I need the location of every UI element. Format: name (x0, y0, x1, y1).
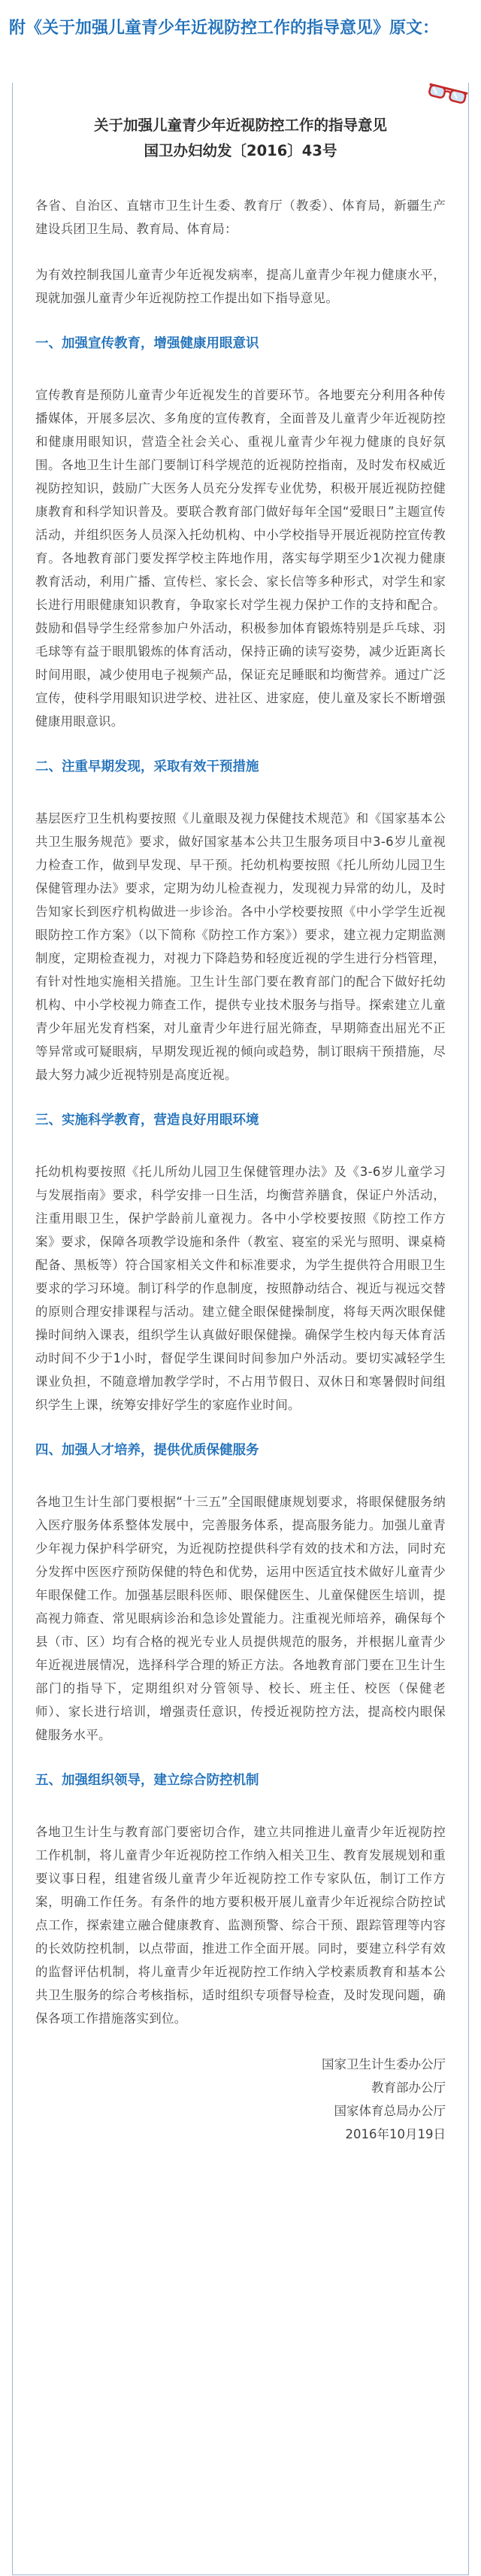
signatory-1: 国家卫生计生委办公厅 (322, 2057, 446, 2071)
section-text-1: 宣传教育是预防儿童青少年近视发生的首要环节。各地要充分利用各种传播媒体，开展多层次、多角度的宣传教育，全面普及儿童青少年近视防控和健康用眼知识，营造全社会关心、重视儿童青少年视力健康的良好氛围。各地卫生计生部门要制订科学规范的近视防控指南，及时发布权威近视防控知识，鼓励广大医务人员充分发挥专业优势，积极开展近视防控健康教育和科学知识普及。要联合教育部门做好每年全国“爱眼日”主题宣传活动，并组织医务人员深入托幼机构、中小学校指导开展近视防控宣传教育。各地教育部门要发挥学校主阵地作用，落实每学期至少1次视力健康教育活动，利用广播、宣传栏、家长会、家长信等多种形式，对学生和家长进行用眼健康知识教育，争取家长对学生视力保护工作的支持和配合。鼓励和倡导学生经常参加户外活动，积极参加体育锻炼特别是乒乓球、羽毛球等有益于眼肌锻炼的体育活动，保持正确的读写姿势，减少近距离长时间用眼，减少使用电子视频产品，保证充足睡眠和均衡营养。通过广泛宣传，使科学用眼知识进学校、进社区、进家庭，使儿童及家长不断增强健康用眼意识。 (35, 388, 446, 729)
section-heading-2: 二、注重早期发现，采取有效干预措施 (35, 759, 259, 774)
section-text-2: 基层医疗卫生机构要按照《儿童眼及视力保健技术规范》和《国家基本公共卫生服务规范》要求，做好国家基本公共卫生服务项目中3-6岁儿童视力检查工作，做到早发现、早干预。托幼机构要按照《托儿所幼儿园卫生保健管理办法》要求，定期为幼儿检查视力，发现视力异常的幼儿，及时告知家长到医疗机构做进一步诊治。各中小学校要按照《中小学学生近视眼防控工作方案》（以下简称《防控工作方案》）要求，建立视力定期监测制度，定期检查视力，对视力下降趋势和轻度近视的学生进行分档管理，有针对性地实施相关措施。卫生计生部门要在教育部门的配合下做好托幼机构、中小学校视力筛查工作，提供专业技术服务与指导。探索建立儿童青少年屈光发育档案，对儿童青少年进行屈光筛查，早期筛查出屈光不正等异常或可疑眼病，早期发现近视的倾向或趋势，制订眼病干预措施，尽最大努力减少近视特别是高度近视。 (35, 811, 446, 1082)
section-heading-5: 五、加强组织领导，建立综合防控机制 (35, 1773, 259, 1788)
document-body (13, 113, 468, 2146)
section-text-3: 托幼机构要按照《托儿所幼儿园卫生保健管理办法》及《3-6岁儿童学习与发展指南》要求，科学安排一日生活，均衡营养膳食，保证户外活动，注重用眼卫生，保护学龄前儿童视力。各中小学校要按照《防控工作方案》要求，保障各项教学设施和条件（教室、寝室的采光与照明、课桌椅配备、黑板等）符合国家相关文件和标准要求，为学生提供符合用眼卫生要求的学习环境。制订科学的作息制度，按照静动结合、视近与视远交替的原则合理安排课程与活动。建立健全眼保健操制度，将每天两次眼保健操时间纳入课表，组织学生认真做好眼保健操。确保学生校内每天体育活动时间不少于1小时，督促学生课间时间参加户外活动。要切实减轻学生课业负担，不随意增加教学学时，不占用节假日、双休日和寒暑假时间组织学生上课，统筹安排好学生的家庭作业时间。 (35, 1165, 446, 1412)
section-text-5: 各地卫生计生与教育部门要密切合作，建立共同推进儿童青少年近视防控工作机制，将儿童青少年近视防控工作纳入相关卫生、教育发展规划和重要议事日程，组建省级儿童青少年近视防控工作专家队伍，制订工作方案，明确工作任务。有条件的地方要积极开展儿童青少年近视综合防控试点工作，探索建立融合健康教育、监测预警、综合干预、跟踪管理等内容的长效防控机制，以点带面，推进工作全面开展。同时，要建立科学有效的监督评估机制，将儿童青少年近视防控工作纳入学校素质教育和基本公共卫生服务的综合考核指标，适时组织专项督导检查，及时发现问题，确保各项工作措施落实到位。 (35, 1825, 446, 2026)
signatory-2: 教育部办公厅 (371, 2080, 446, 2095)
document-number: 国卫办妇幼发〔2016〕43号 (144, 142, 337, 159)
document-card (12, 83, 469, 2575)
addressee: 各省、自治区、直辖市卫生计生委、教育厅（教委）、体育局，新疆生产建设兵团卫生局、教育局、体育局： (35, 199, 446, 236)
section-text-4: 各地卫生计生部门要根据“十三五”全国眼健康规划要求，将眼保健服务纳入医疗服务体系整体发展中，完善服务体系，提高服务能力。加强儿童青少年视力保护科学研究，为近视防控提供科学有效的技术和方法，同时充分发挥中医医疗预防保健的特色和优势，运用中医适宜技术做好儿童青少年眼保健工作。加强基层眼科医师、眼保健医生、儿童保健医生培训，提高视力筛查、常见眼病诊治和急诊处置能力。注重视光师培养，确保每个县（市、区）均有合格的视光专业人员提供规范的服务，并根据儿童青少年近视进展情况，选择科学合理的矫正方法。各地教育部门要在卫生计生部门的指导下，定期组织对分管领导、校长、班主任、校医（保健老师）、家长进行培训，增强责任意识，传授近视防控方法，提高校内眼保健服务水平。 (35, 1495, 446, 1742)
section-heading-3: 三、实施科学教育，营造良好用眼环境 (35, 1113, 259, 1128)
intro-heading: 附《关于加强儿童青少年近视防控工作的指导意见》原文： (9, 19, 440, 38)
document-date: 2016年10月19日 (345, 2127, 446, 2141)
section-heading-1: 一、加强宣传教育，增强健康用眼意识 (35, 336, 259, 351)
document-title: 关于加强儿童青少年近视防控工作的指导意见 (93, 117, 387, 134)
section-heading-4: 四、加强人才培养，提供优质保健服务 (35, 1443, 259, 1458)
preamble: 为有效控制我国儿童青少年近视发病率，提高儿童青少年视力健康水平，现就加强儿童青少年近视防控工作提出如下指导意见。 (35, 268, 446, 305)
signatory-3: 国家体育总局办公厅 (334, 2104, 446, 2118)
glasses-icon (423, 80, 471, 110)
